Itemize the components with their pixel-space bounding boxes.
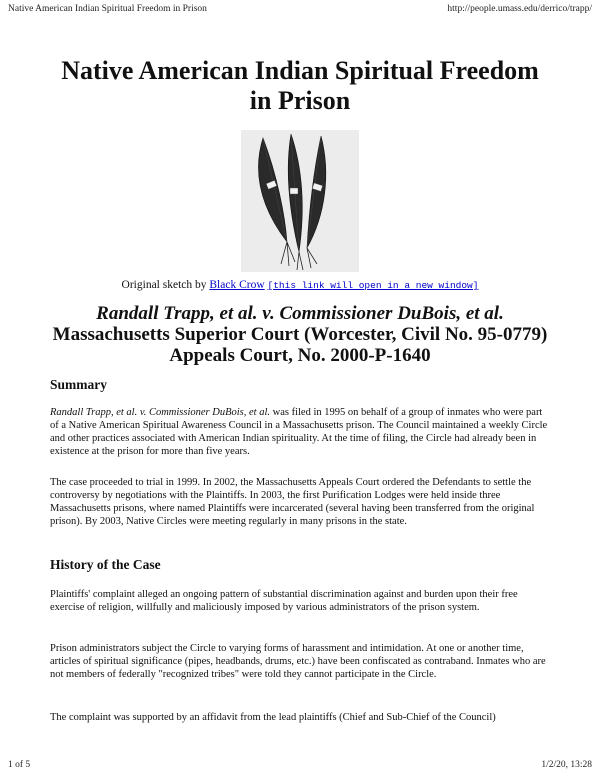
summary-paragraph-2: The case proceeded to trial in 1999. In 2002, the Massachusetts Appeals Court ordered the Defendants to settle the controversy by negotiations with the Plaintiffs. In 2003, the first Purification Lodges were held inside three Massachusetts prisons, where named Plaintiffs were incarcerated (several having been transferred from the original prison). By 2003, Native Circles were meeting regularly in many prisons in the state. bbox=[50, 477, 535, 527]
history-heading: History of the Case bbox=[50, 557, 161, 572]
feather-icon bbox=[241, 130, 359, 272]
case-heading bbox=[50, 303, 550, 366]
court-line-2: Appeals Court, No. 2000-P-1640 bbox=[169, 345, 431, 366]
print-header bbox=[8, 4, 592, 14]
history-paragraph-2: Prison administrators subject the Circle to varying forms of harassment and intimidation. At one or another time, articles of spiritual significance (pipes, headbands, drums, etc.) have been confiscated as contraband. Inmates who are not members of federally "recognized tribes" were told they cannot participate in the Circle. bbox=[50, 643, 546, 680]
history-paragraph-1: Plaintiffs' complaint alleged an ongoing pattern of substantial discrimination against and burden upon their free exercise of religion, willfully and maliciously imposed by various administrators of the prison system. bbox=[50, 589, 518, 613]
summary-heading: Summary bbox=[50, 377, 107, 392]
caption-prefix: Original sketch by bbox=[121, 279, 207, 291]
header-url: http://people.umass.edu/derrico/trapp/ bbox=[447, 4, 592, 14]
black-crow-link[interactable]: Black Crow bbox=[209, 279, 265, 291]
page-title: Native American Indian Spiritual Freedom in Prison bbox=[61, 56, 539, 115]
feathers-sketch-image bbox=[241, 130, 359, 272]
image-caption bbox=[50, 279, 550, 291]
court-line-1: Massachusetts Superior Court (Worcester, Civil No. 95-0779) bbox=[52, 324, 548, 345]
print-footer bbox=[8, 760, 592, 770]
case-name-italic: Randall Trapp, et al. v. Commissioner DuBois, et al. bbox=[50, 407, 271, 418]
header-page-title: Native American Indian Spiritual Freedom in Prison bbox=[8, 4, 207, 14]
history-paragraph-3: The complaint was supported by an affidavit from the lead plaintiffs (Chief and Sub-Chief of the Council) bbox=[50, 712, 496, 723]
case-title: Randall Trapp, et al. v. Commissioner DuBois, et al. bbox=[96, 303, 504, 324]
summary-paragraph-1 bbox=[50, 406, 548, 458]
print-datetime: 1/2/20, 13:28 bbox=[541, 760, 592, 770]
new-window-note-link[interactable]: [this link will open in a new window] bbox=[267, 280, 479, 291]
page-number: 1 of 5 bbox=[8, 760, 31, 770]
summary-p1-text: was filed in 1995 on behalf of a group of inmates who were part of a Native American Spiritual Awareness Council in a Massachusetts prison. The Council maintained a weekly Circle and other practices associated with American Indian spirituality. At the time of filing, the Circle had already been in existence at the prison for more than five years. bbox=[50, 407, 548, 457]
